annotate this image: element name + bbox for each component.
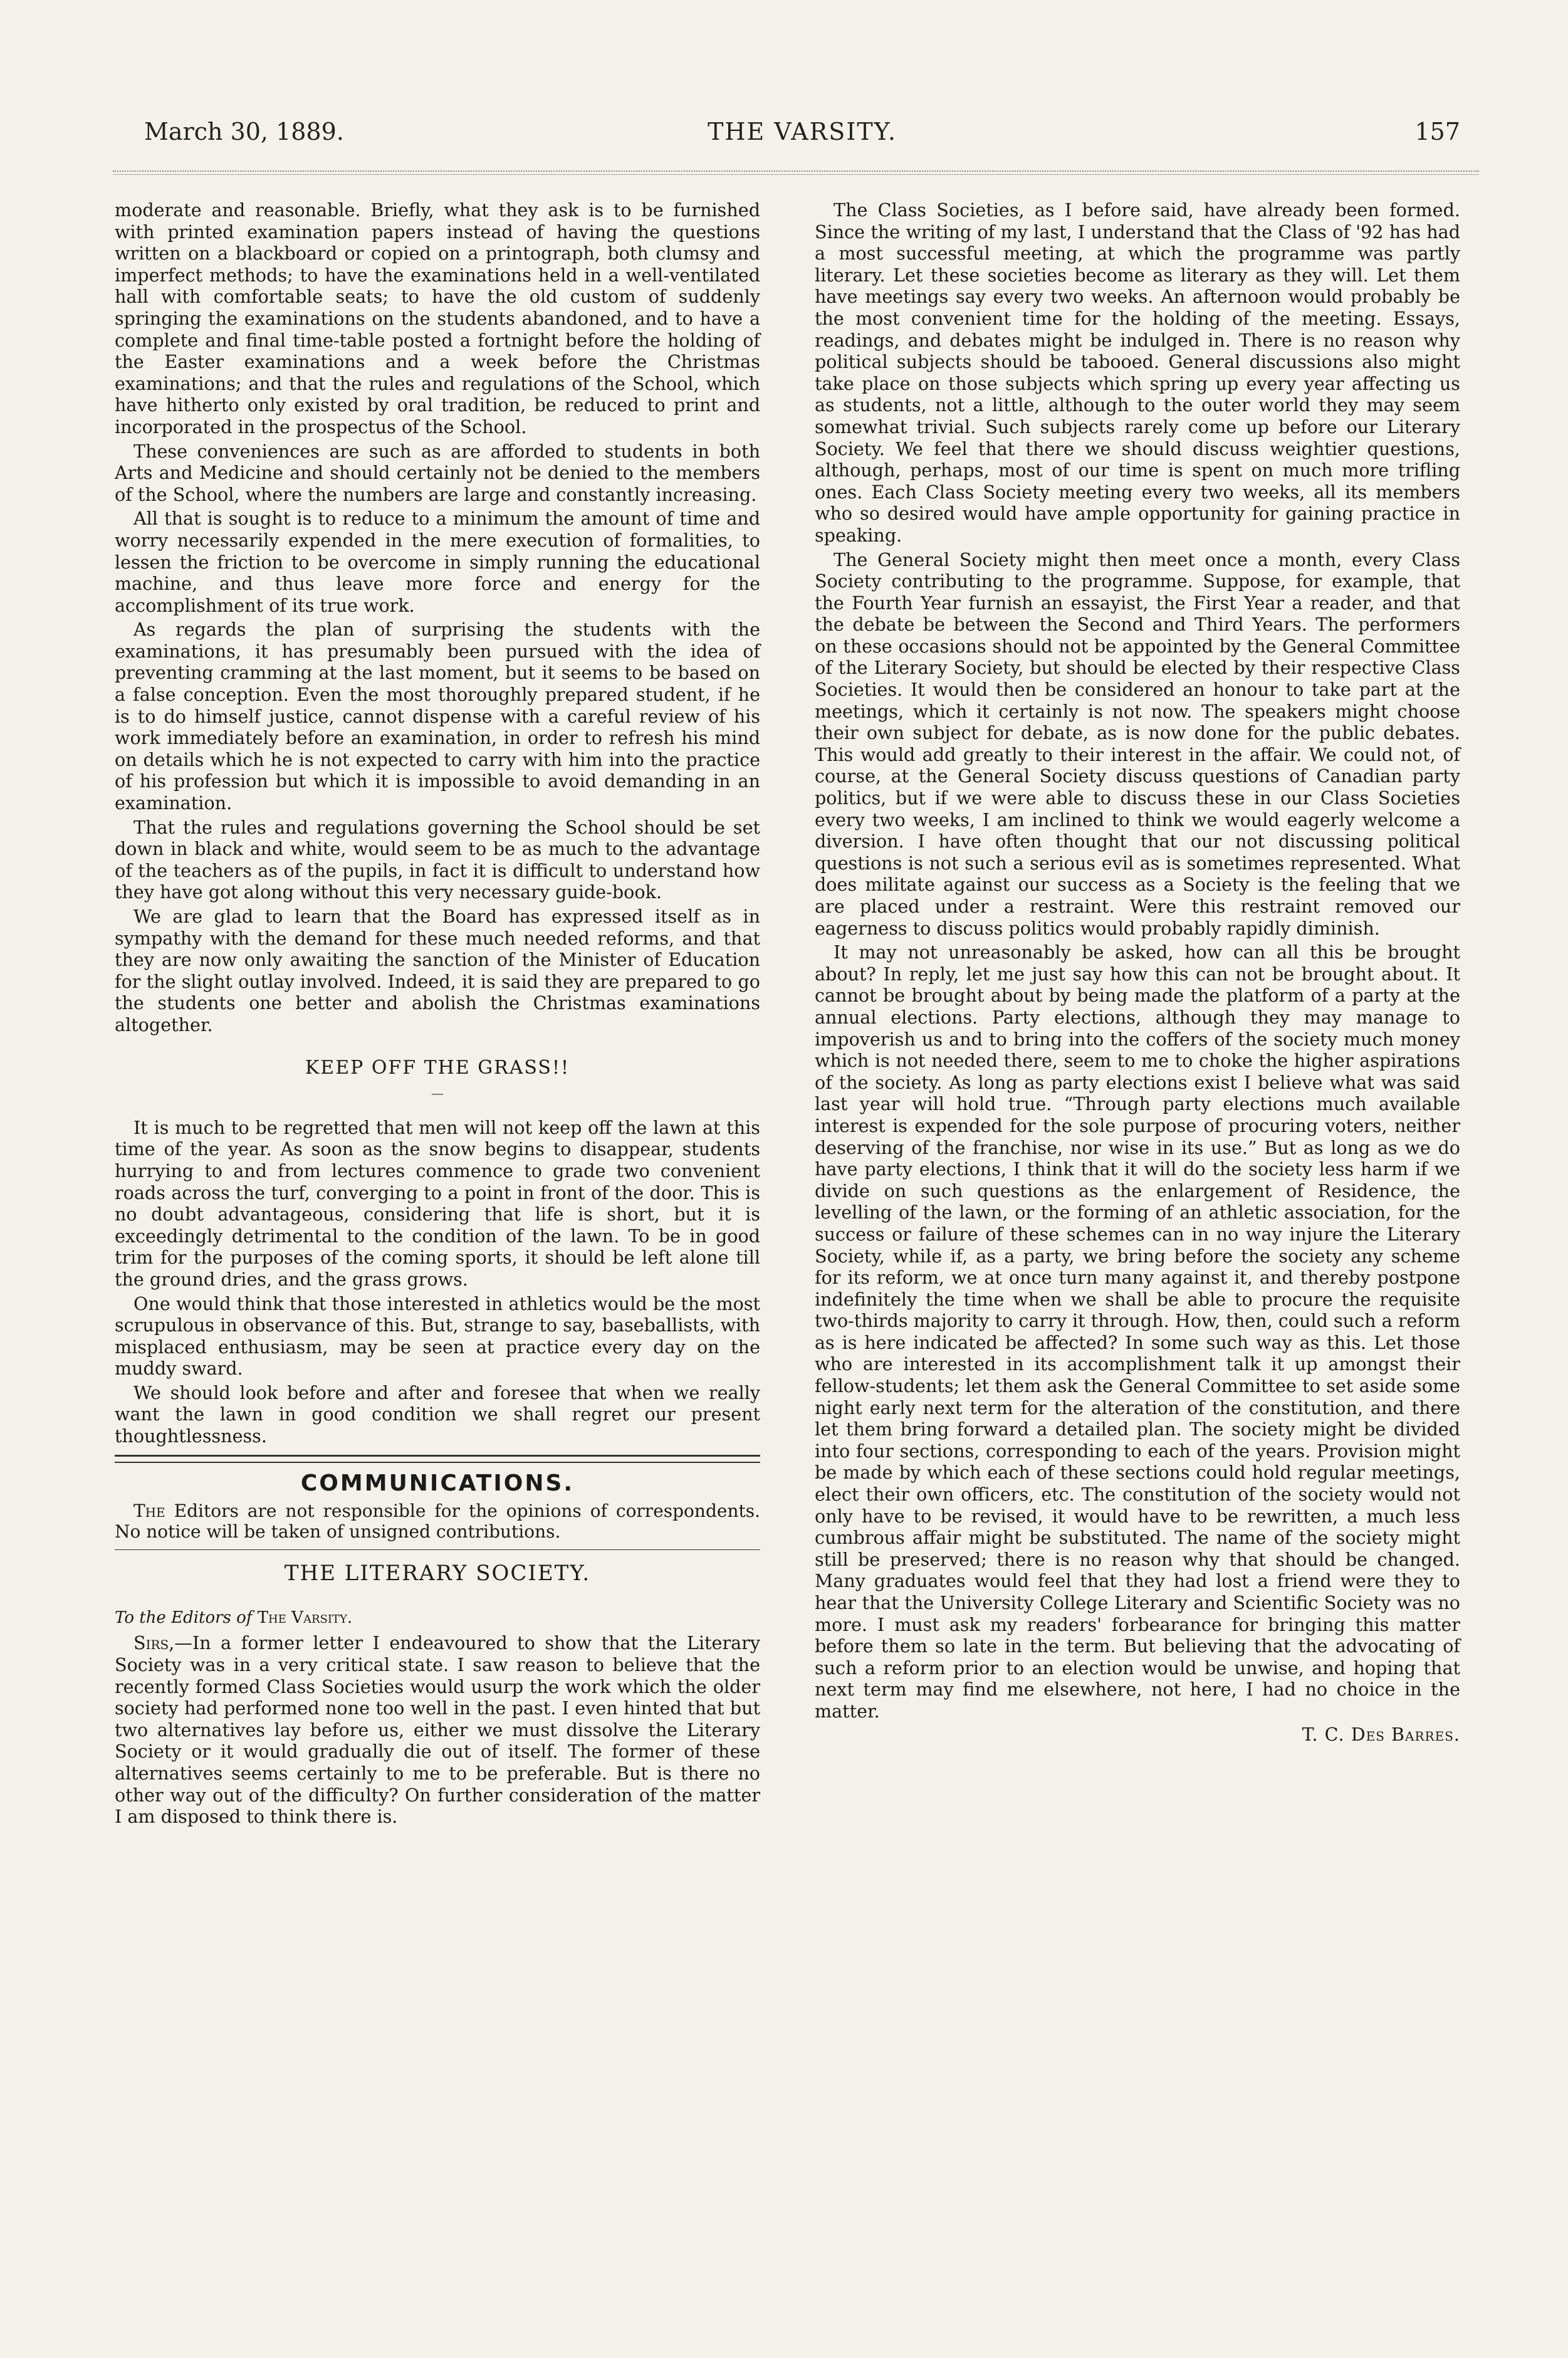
grass-paragraph: We should look before and after and foresee that when we really want the lawn in good condition we shall regret our present thoughtlessness.	[115, 1381, 760, 1447]
communications-heading: COMMUNICATIONS.	[300, 1470, 575, 1496]
signature-text: T. C. Des Barres.	[1302, 1723, 1460, 1745]
masthead-title: THE VARSITY.	[708, 118, 897, 145]
section-double-rule	[115, 1455, 760, 1463]
to-editors: To the Editors of	[115, 1608, 253, 1627]
article-paragraph: moderate and reasonable. Briefly, what they ask is to be furnished with printed examination papers instead of having the questions written on a blackboard or copied on a printograph, both clumsy and imperfect methods; to have the examinations held in a well-ventilated hall with comfortable seats; to have the old custom of suddenly springing the examinations on the students abandoned, and to have a complete and final time-table posted a fortnight before the holding of the Easter examinations and a week before the Christmas examinations; and that the rules and regulations of the School, which have hitherto only existed by oral tradition, be reduced to print and incorporated in the prospectus of the School.	[115, 199, 760, 438]
letter-text: —In a former letter I endeavoured to show that the Literary Society was in a very critical state. I saw reason to believe that the recently formed Class Societies would usurp the work which the older society had performed none too well in the past. I even hinted that but two alternatives lay before us, either we must dissolve the Literary Society or it would gradually die out of itself. The former of these alternatives seems certainly to me to be preferable. But is there no other way out of the difficulty? On further consideration of the matter I am disposed to think there is.	[115, 1632, 760, 1828]
article-paragraph: That the rules and regulations governing the School should be set down in black and white, would seem to be as much to the advantage of the teachers as of the pupils, in fact it is difficult to understand how they have got along without this very necessary guide-book.	[115, 816, 760, 903]
note-text: Editors are not responsible for the opinions of correspondents. No notice will be taken of unsigned contributions.	[115, 1501, 760, 1543]
letter-paragraph: The General Society might then meet once a month, every Class Society contributing to the programme. Suppose, for example, that the Fourth Year furnish an essayist, the First Year a reader, and that the debate be between the Second and Third Years. The performers on these occasions should not be appointed by the General Committee of the Literary Society, but should be elected by their respective Class Societies. It would then be considered an honour to take part at the meetings, which it certainly is not now. The speakers might choose their own subject for debate, as is now done for the public debates. This would add greatly to their interest in the affair. We could not, of course, at the General Society discuss questions of Canadian party politics, but if we were able to discuss these in our Class Societies every two weeks, I am inclined to think we would eagerly welcome a diversion. I have often thought that our not discussing political questions is not such a serious evil as is sometimes represented. What does militate against our success as a Society is the feeling that we are placed under a restraint. Were this restraint removed our eagerness to discuss politics would probably rapidly diminish.	[815, 548, 1460, 939]
paper-name: The Varsity.	[257, 1608, 353, 1627]
letter-paragraph	[115, 1632, 760, 1827]
grass-paragraph: One would think that those interested in athletics would be the most scrupulous in observance of this. But, strange to say, baseballists, with misplaced enthusiasm, may be seen at practice every day on the muddy sward.	[115, 1292, 760, 1380]
literary-society-heading: THE LITERARY SOCIETY.	[284, 1561, 591, 1586]
article-paragraph: As regards the plan of surprising the students with the examinations, it has presumably been pursued with the idea of preventing cramming at the last moment, but it seems to be based on a false conception. Even the most thoroughly prepared student, if he is to do himself justice, cannot dispense with a careful review of his work immediately before an examination, in order to refresh his mind on details which he is not expected to carry with him into the practice of his profession but which it is impossible to avoid demanding in an examination.	[115, 619, 760, 814]
right-column	[815, 199, 1460, 1745]
heading-dash: —	[431, 1086, 444, 1101]
letter-paragraph: The Class Societies, as I before said, have already been formed. Since the writing of my last, I understand that the Class of '92 has had a most successful meeting, at which the programme was partly literary. Let these societies become as literary as they will. Let them have meetings say every two weeks. An afternoon would probably be the most convenient time for the holding of the meeting. Essays, readings, and debates might be indulged in. There is no reason why political subjects should be tabooed. General discussions also might take place on those subjects which spring up every year affecting us as students, not a little, although to the outer world they may seem somewhat trivial. Such subjects rarely come up before our Literary Society. We feel that there we should discuss weightier questions, although, perhaps, most of our time is spent on much more trifling ones. Each Class Society meeting every two weeks, all its members who so desired would have ample opportunity for gaining practice in speaking.	[815, 199, 1460, 546]
grass-heading: KEEP OFF THE GRASS!!	[305, 1056, 570, 1079]
letter-lead: Sirs,	[133, 1632, 175, 1654]
signature	[815, 1724, 1460, 1746]
left-column	[115, 199, 760, 1828]
communications-note	[115, 1501, 760, 1542]
note-lead: The	[133, 1501, 165, 1522]
article-paragraph: We are glad to learn that the Board has expressed itself as in sympathy with the demand for these much needed reforms, and that they are now only awaiting the sanction of the Minister of Education for the slight outlay involved. Indeed, it is said they are prepared to go the students one better and abolish the Christmas examinations altogether.	[115, 906, 760, 1035]
thin-rule	[115, 1549, 760, 1550]
grass-paragraph: It is much to be regretted that men will not keep off the lawn at this time of the year. As soon as the snow begins to disappear, students hurrying to and from lectures commence to grade two convenient roads across the turf, converging to a point in front of the door. This is no doubt advantageous, considering that life is short, but it is exceedingly detrimental to the condition of the lawn. To be in good trim for the purposes of the coming sports, it should be left alone till the ground dries, and the grass grows.	[115, 1116, 760, 1290]
letter-paragraph: It may not unreasonably be asked, how can all this be brought about? In reply, let me just say how this can not be brought about. It cannot be brought about by being made the platform of a party at the annual elections. Party elections, although they may manage to impoverish us and to bring into the coffers of the society much money which is not needed there, seem to me to choke the higher aspirations of the society. As long as party elections exist I believe what was said last year will hold true. “Through party elections much available interest is expended for the sole purpose of procuring voters, neither deserving of the franchise, nor wise in its use.” But as long as we do have party elections, I think that it will do the society less harm if we divide on such questions as the enlargement of Residence, the levelling of the lawn, or the forming of an athletic association, for the success or failure of these schemes can in no way injure the Literary Society, while if, as a party, we bring before the society any scheme for its reform, we at once turn many against it, and thereby postpone indefinitely the time when we shall be able to procure the requisite two-thirds majority to carry it through. How, then, could such a reform as is here indicated be affected? In some such way as this. Let those who are interested in its accomplishment talk it up amongst their fellow-students; let them ask the General Committee to set aside some night early next term for the alteration of the constitution, and there let them bring forward a detailed plan. The society might be divided into four sections, corresponding to each of the years. Provision might be made by which each of these sections could hold regular meetings, elect their own officers, etc. The constitution of the society would not only have to be revised, it would have to be rewritten, a much less cumbrous affair might be substituted. The name of the society might still be preserved; there is no reason why that should be changed. Many graduates would feel that they had lost a friend were they to hear that the University College Literary and Scientific Society was no more. I must ask my readers' forbearance for bringing this matter before them so late in the term. But believing that the advocating of such a reform prior to an election would be unwise, and hoping that next term may find me elsewhere, not here, I had no choice in the matter.	[815, 941, 1460, 1722]
header-rule	[113, 170, 1479, 175]
salutation	[115, 1607, 760, 1629]
article-paragraph: These conveniences are such as are afforded to students in both Arts and Medicine and should certainly not be denied to the members of the School, where the numbers are large and constantly increasing.	[115, 440, 760, 505]
page-header	[144, 118, 1460, 155]
page-number: 157	[1414, 118, 1460, 145]
article-paragraph: All that is sought is to reduce to a minimum the amount of time and worry necessarily expended in the mere execution of formalities, to lessen the friction to be overcome in simply running the educational machine, and thus leave more force and energy for the accomplishment of its true work.	[115, 508, 760, 616]
issue-date: March 30, 1889.	[144, 118, 344, 145]
